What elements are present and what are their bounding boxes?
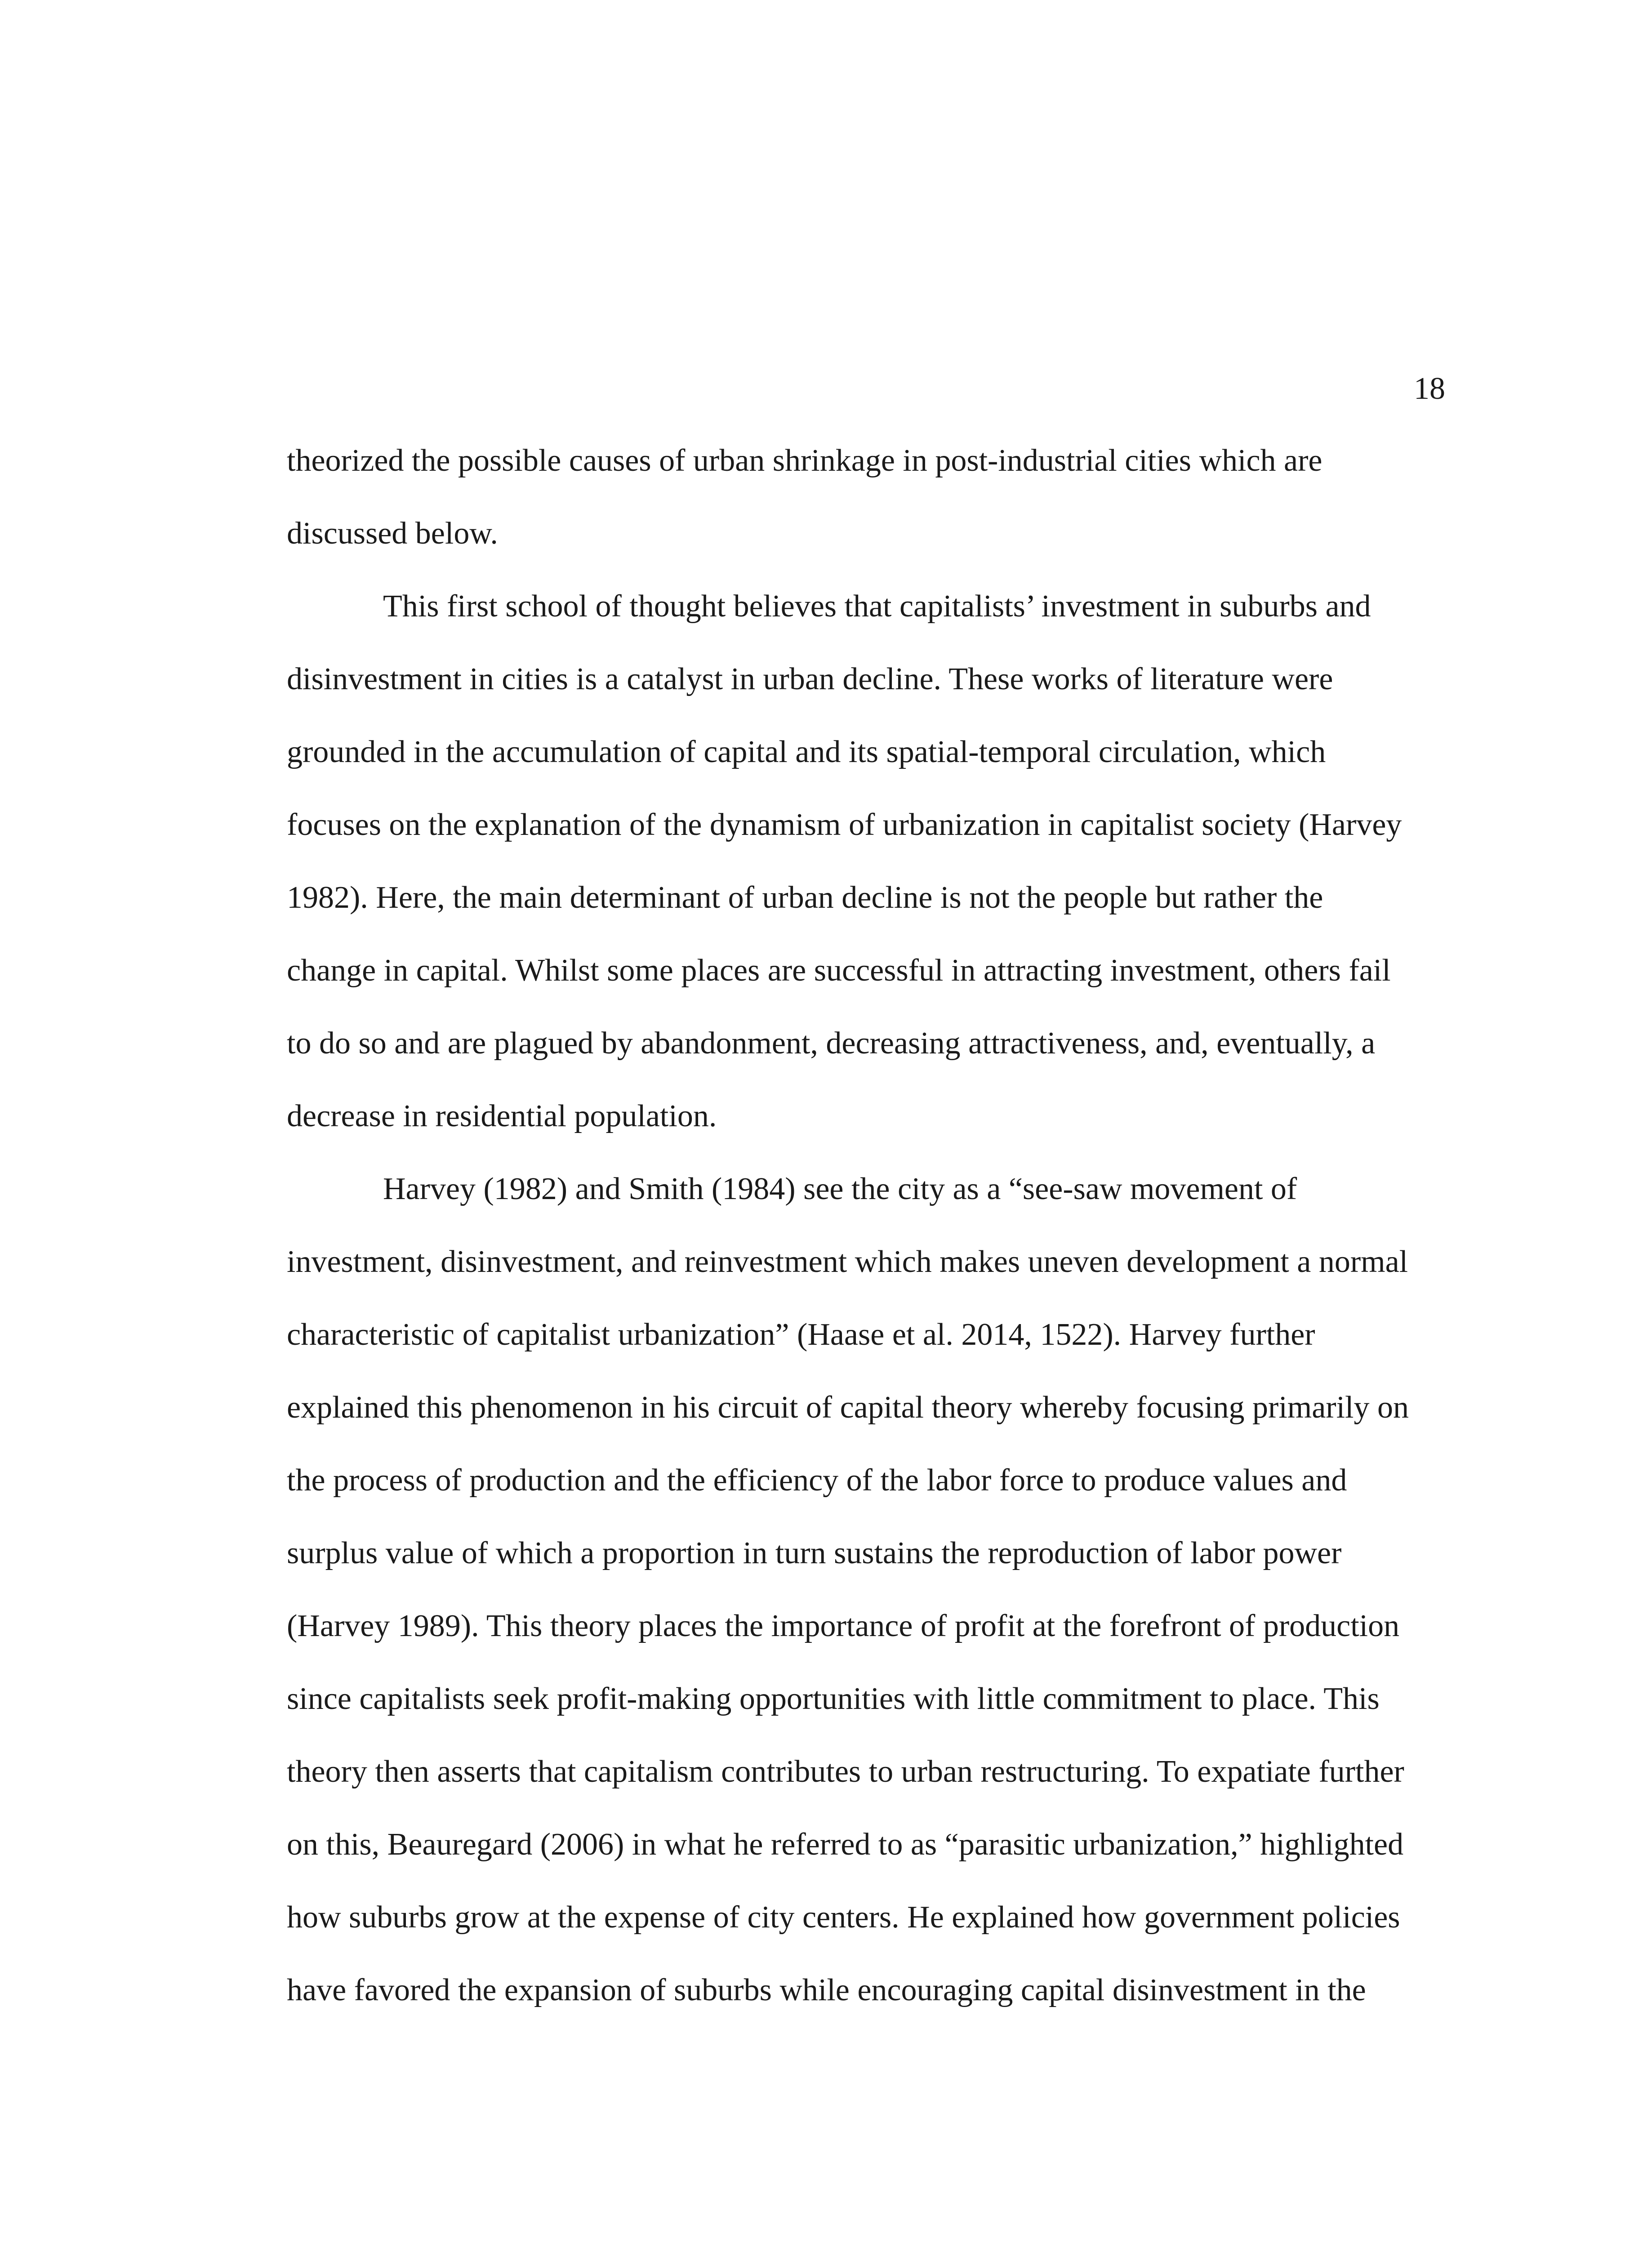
text-line: grounded in the accumulation of capital and its spatial-temporal circulation, which — [287, 735, 1326, 769]
text-line: decrease in residential population. — [287, 1099, 717, 1133]
text-line: to do so and are plagued by abandonment, decreasing attractiveness, and, eventually, a — [287, 1026, 1376, 1061]
text-line: theory then asserts that capitalism contributes to urban restructuring. To expatiate further — [287, 1754, 1404, 1789]
text-line: how suburbs grow at the expense of city centers. He explained how government policies — [287, 1900, 1400, 1935]
text-line: Harvey (1982) and Smith (1984) see the city as a “see-saw movement of — [383, 1172, 1297, 1206]
text-line: on this, Beauregard (2006) in what he referred to as “parasitic urbanization,” highlighted — [287, 1827, 1404, 1862]
text-line: 1982). Here, the main determinant of urban decline is not the people but rather the — [287, 880, 1323, 915]
text-line: (Harvey 1989). This theory places the importance of profit at the forefront of production — [287, 1609, 1400, 1643]
text-line: theorized the possible causes of urban shrinkage in post-industrial cities which are — [287, 443, 1322, 478]
text-line: surplus value of which a proportion in turn sustains the reproduction of labor power — [287, 1536, 1342, 1570]
text-line: focuses on the explanation of the dynamism of urbanization in capitalist society (Harvey — [287, 807, 1402, 842]
text-line: the process of production and the efficiency of the labor force to produce values and — [287, 1463, 1347, 1498]
text-line: have favored the expansion of suburbs while encouraging capital disinvestment in the — [287, 1973, 1366, 2007]
text-line: characteristic of capitalist urbanization” (Haase et al. 2014, 1522). Harvey further — [287, 1317, 1315, 1352]
text-line: since capitalists seek profit-making opportunities with little commitment to place. This — [287, 1682, 1380, 1716]
text-line: investment, disinvestment, and reinvestment which makes uneven development a normal — [287, 1244, 1408, 1279]
text-line: explained this phenomenon in his circuit of capital theory whereby focusing primarily on — [287, 1390, 1409, 1425]
text-line: change in capital. Whilst some places are successful in attracting investment, others fail — [287, 953, 1391, 988]
text-line: disinvestment in cities is a catalyst in urban decline. These works of literature were — [287, 662, 1333, 696]
page-number: 18 — [1414, 371, 1445, 406]
text-line: discussed below. — [287, 516, 498, 551]
text-line: This first school of thought believes that capitalists’ investment in suburbs and — [383, 589, 1371, 624]
